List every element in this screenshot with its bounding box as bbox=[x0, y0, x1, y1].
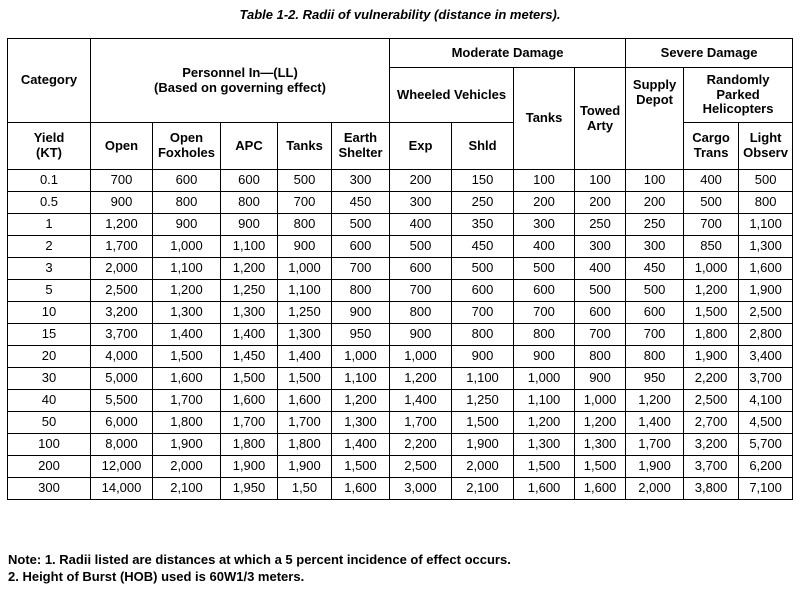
table-cell: 300 bbox=[626, 236, 684, 258]
table-cell: 800 bbox=[514, 324, 575, 346]
table-cell: 800 bbox=[278, 214, 332, 236]
table-cell: 1,900 bbox=[221, 456, 278, 478]
table-cell: 1,200 bbox=[575, 412, 626, 434]
open-header: Open bbox=[91, 123, 153, 170]
table-cell: 3,700 bbox=[684, 456, 739, 478]
table-row bbox=[8, 258, 793, 280]
table-cell: 1,500 bbox=[575, 456, 626, 478]
table-cell: 3,400 bbox=[739, 346, 793, 368]
table-cell: 600 bbox=[452, 280, 514, 302]
table-cell: 1,000 bbox=[514, 368, 575, 390]
table-cell: 1,900 bbox=[452, 434, 514, 456]
table-cell: 1,100 bbox=[153, 258, 221, 280]
table-row bbox=[8, 192, 793, 214]
table-cell: 600 bbox=[390, 258, 452, 280]
table-cell: 8,000 bbox=[91, 434, 153, 456]
table-cell: 3,200 bbox=[684, 434, 739, 456]
exp-header: Exp bbox=[390, 123, 452, 170]
table-cell: 1,000 bbox=[684, 258, 739, 280]
table-cell: 300 bbox=[332, 170, 390, 192]
table-cell: 2,500 bbox=[91, 280, 153, 302]
table-cell: 700 bbox=[626, 324, 684, 346]
table-cell: 800 bbox=[739, 192, 793, 214]
table-cell: 800 bbox=[452, 324, 514, 346]
cargo-trans-header: Cargo Trans bbox=[684, 123, 739, 170]
table-cell: 450 bbox=[452, 236, 514, 258]
table-cell: 300 bbox=[514, 214, 575, 236]
table-cell: 1,400 bbox=[332, 434, 390, 456]
table-cell: 1,500 bbox=[278, 368, 332, 390]
table-cell: 1,900 bbox=[278, 456, 332, 478]
yield-cell: 100 bbox=[8, 434, 91, 456]
table-row bbox=[8, 324, 793, 346]
yield-header: Yield (KT) bbox=[8, 123, 91, 170]
yield-cell: 300 bbox=[8, 478, 91, 500]
table-cell: 1,800 bbox=[153, 412, 221, 434]
table-cell: 1,450 bbox=[221, 346, 278, 368]
table-row bbox=[8, 302, 793, 324]
table-cell: 7,100 bbox=[739, 478, 793, 500]
table-cell: 1,700 bbox=[153, 390, 221, 412]
table-cell: 1,100 bbox=[221, 236, 278, 258]
table-cell: 1,300 bbox=[739, 236, 793, 258]
table-cell: 1,900 bbox=[739, 280, 793, 302]
table-cell: 600 bbox=[575, 302, 626, 324]
table-cell: 500 bbox=[739, 170, 793, 192]
table-cell: 1,100 bbox=[452, 368, 514, 390]
table-cell: 900 bbox=[452, 346, 514, 368]
table-cell: 900 bbox=[153, 214, 221, 236]
table-row bbox=[8, 456, 793, 478]
table-cell: 400 bbox=[575, 258, 626, 280]
tanks-personnel-header: Tanks bbox=[278, 123, 332, 170]
table-cell: 1,400 bbox=[390, 390, 452, 412]
table-row bbox=[8, 214, 793, 236]
table-cell: 3,800 bbox=[684, 478, 739, 500]
table-cell: 400 bbox=[684, 170, 739, 192]
table-cell: 500 bbox=[332, 214, 390, 236]
table-cell: 3,200 bbox=[91, 302, 153, 324]
table-cell: 1,500 bbox=[514, 456, 575, 478]
table-cell: 1,400 bbox=[278, 346, 332, 368]
table-cell: 1,600 bbox=[575, 478, 626, 500]
table-cell: 1,200 bbox=[514, 412, 575, 434]
table-cell: 500 bbox=[514, 258, 575, 280]
table-cell: 5,000 bbox=[91, 368, 153, 390]
table-row bbox=[8, 478, 793, 500]
table-cell: 700 bbox=[332, 258, 390, 280]
yield-cell: 200 bbox=[8, 456, 91, 478]
table-cell: 1,250 bbox=[452, 390, 514, 412]
table-cell: 1,500 bbox=[452, 412, 514, 434]
table-cell: 600 bbox=[332, 236, 390, 258]
table-cell: 600 bbox=[626, 302, 684, 324]
table-cell: 500 bbox=[575, 280, 626, 302]
table-cell: 400 bbox=[390, 214, 452, 236]
yield-cell: 0.1 bbox=[8, 170, 91, 192]
table-cell: 900 bbox=[514, 346, 575, 368]
table-cell: 900 bbox=[390, 324, 452, 346]
table-cell: 1,200 bbox=[221, 258, 278, 280]
table-cell: 1,800 bbox=[221, 434, 278, 456]
table-cell: 300 bbox=[575, 236, 626, 258]
table-cell: 1,000 bbox=[390, 346, 452, 368]
table-row bbox=[8, 390, 793, 412]
table-cell: 600 bbox=[153, 170, 221, 192]
table-cell: 1,250 bbox=[278, 302, 332, 324]
table-cell: 1,200 bbox=[626, 390, 684, 412]
table-cell: 900 bbox=[221, 214, 278, 236]
table-cell: 4,100 bbox=[739, 390, 793, 412]
towed-arty-header: Towed Arty bbox=[575, 68, 626, 170]
supply-depot-header: Supply Depot bbox=[626, 68, 684, 170]
table-cell: 900 bbox=[575, 368, 626, 390]
table-cell: 450 bbox=[626, 258, 684, 280]
table-cell: 3,700 bbox=[739, 368, 793, 390]
table-cell: 2,200 bbox=[684, 368, 739, 390]
table-cell: 900 bbox=[278, 236, 332, 258]
table-cell: 1,400 bbox=[626, 412, 684, 434]
apc-header: APC bbox=[221, 123, 278, 170]
yield-cell: 0.5 bbox=[8, 192, 91, 214]
table-cell: 1,700 bbox=[390, 412, 452, 434]
table-cell: 250 bbox=[452, 192, 514, 214]
table-cell: 2,800 bbox=[739, 324, 793, 346]
table-cell: 700 bbox=[514, 302, 575, 324]
table-cell: 150 bbox=[452, 170, 514, 192]
category-header: Category bbox=[8, 39, 91, 123]
table-cell: 950 bbox=[332, 324, 390, 346]
table-cell: 600 bbox=[514, 280, 575, 302]
table-cell: 1,600 bbox=[153, 368, 221, 390]
table-cell: 300 bbox=[390, 192, 452, 214]
table-cell: 800 bbox=[390, 302, 452, 324]
table-cell: 1,950 bbox=[221, 478, 278, 500]
table-cell: 700 bbox=[684, 214, 739, 236]
table-cell: 2,500 bbox=[739, 302, 793, 324]
table-cell: 2,000 bbox=[626, 478, 684, 500]
table-cell: 1,700 bbox=[278, 412, 332, 434]
yield-cell: 2 bbox=[8, 236, 91, 258]
table-cell: 1,100 bbox=[739, 214, 793, 236]
table-cell: 1,500 bbox=[153, 346, 221, 368]
table-cell: 2,200 bbox=[390, 434, 452, 456]
table-cell: 12,000 bbox=[91, 456, 153, 478]
table-cell: 400 bbox=[514, 236, 575, 258]
table-cell: 3,700 bbox=[91, 324, 153, 346]
table-cell: 950 bbox=[626, 368, 684, 390]
shld-header: Shld bbox=[452, 123, 514, 170]
table-cell: 4,500 bbox=[739, 412, 793, 434]
table-cell: 800 bbox=[575, 346, 626, 368]
table-cell: 700 bbox=[390, 280, 452, 302]
table-cell: 850 bbox=[684, 236, 739, 258]
table-cell: 1,600 bbox=[221, 390, 278, 412]
table-cell: 1,700 bbox=[221, 412, 278, 434]
table-cell: 1,900 bbox=[153, 434, 221, 456]
table-cell: 1,100 bbox=[278, 280, 332, 302]
table-cell: 5,500 bbox=[91, 390, 153, 412]
table-cell: 250 bbox=[626, 214, 684, 236]
table-cell: 1,500 bbox=[332, 456, 390, 478]
table-cell: 5,700 bbox=[739, 434, 793, 456]
table-cell: 1,000 bbox=[278, 258, 332, 280]
table-cell: 1,300 bbox=[332, 412, 390, 434]
table-row bbox=[8, 280, 793, 302]
table-cell: 1,500 bbox=[221, 368, 278, 390]
table-cell: 1,600 bbox=[332, 478, 390, 500]
table-cell: 600 bbox=[221, 170, 278, 192]
table-cell: 450 bbox=[332, 192, 390, 214]
table-row bbox=[8, 434, 793, 456]
radii-table bbox=[7, 38, 793, 500]
yield-cell: 5 bbox=[8, 280, 91, 302]
table-cell: 1,700 bbox=[91, 236, 153, 258]
table-cell: 500 bbox=[452, 258, 514, 280]
table-cell: 100 bbox=[575, 170, 626, 192]
table-cell: 2,100 bbox=[153, 478, 221, 500]
table-cell: 1,000 bbox=[332, 346, 390, 368]
yield-cell: 10 bbox=[8, 302, 91, 324]
tanks-moderate-header: Tanks bbox=[514, 68, 575, 170]
table-cell: 800 bbox=[626, 346, 684, 368]
table-cell: 6,200 bbox=[739, 456, 793, 478]
table-cell: 2,000 bbox=[452, 456, 514, 478]
table-cell: 100 bbox=[626, 170, 684, 192]
table-cell: 1,200 bbox=[390, 368, 452, 390]
table-cell: 1,100 bbox=[514, 390, 575, 412]
table-cell: 500 bbox=[626, 280, 684, 302]
note-line-2: 2. Height of Burst (HOB) used is 60W1/3 meters. bbox=[8, 569, 305, 584]
table-cell: 1,600 bbox=[278, 390, 332, 412]
table-cell: 200 bbox=[575, 192, 626, 214]
table-cell: 2,500 bbox=[684, 390, 739, 412]
table-cell: 1,900 bbox=[626, 456, 684, 478]
table-cell: 500 bbox=[684, 192, 739, 214]
table-cell: 250 bbox=[575, 214, 626, 236]
table-cell: 1,200 bbox=[91, 214, 153, 236]
table-cell: 2,500 bbox=[390, 456, 452, 478]
table-cell: 700 bbox=[452, 302, 514, 324]
table-cell: 200 bbox=[390, 170, 452, 192]
yield-cell: 3 bbox=[8, 258, 91, 280]
severe-damage-header: Severe Damage bbox=[626, 39, 793, 68]
table-cell: 2,000 bbox=[91, 258, 153, 280]
table-cell: 1,800 bbox=[684, 324, 739, 346]
yield-cell: 1 bbox=[8, 214, 91, 236]
table-cell: 1,000 bbox=[575, 390, 626, 412]
wheeled-vehicles-header: Wheeled Vehicles bbox=[390, 68, 514, 123]
table-row bbox=[8, 368, 793, 390]
table-cell: 100 bbox=[514, 170, 575, 192]
table-cell: 1,600 bbox=[739, 258, 793, 280]
table-cell: 200 bbox=[626, 192, 684, 214]
table-cell: 1,300 bbox=[514, 434, 575, 456]
personnel-header: Personnel In—(LL) (Based on governing effect) bbox=[91, 39, 390, 123]
table-cell: 1,250 bbox=[221, 280, 278, 302]
table-cell: 1,300 bbox=[153, 302, 221, 324]
table-cell: 1,700 bbox=[626, 434, 684, 456]
table-cell: 4,000 bbox=[91, 346, 153, 368]
yield-cell: 40 bbox=[8, 390, 91, 412]
yield-cell: 30 bbox=[8, 368, 91, 390]
table-cell: 2,000 bbox=[153, 456, 221, 478]
table-cell: 1,800 bbox=[278, 434, 332, 456]
note-line-1: Note: 1. Radii listed are distances at which a 5 percent incidence of effect occurs. bbox=[8, 552, 511, 567]
table-body bbox=[8, 170, 793, 500]
table-cell: 700 bbox=[278, 192, 332, 214]
table-row bbox=[8, 412, 793, 434]
table-cell: 1,000 bbox=[153, 236, 221, 258]
table-cell: 1,900 bbox=[684, 346, 739, 368]
table-row bbox=[8, 346, 793, 368]
table-cell: 800 bbox=[153, 192, 221, 214]
table-caption: Table 1-2. Radii of vulnerability (distance in meters). bbox=[239, 7, 561, 22]
table-cell: 200 bbox=[514, 192, 575, 214]
table-row bbox=[8, 236, 793, 258]
table-cell: 800 bbox=[221, 192, 278, 214]
table-cell: 1,200 bbox=[684, 280, 739, 302]
table-cell: 700 bbox=[91, 170, 153, 192]
table-cell: 6,000 bbox=[91, 412, 153, 434]
table-cell: 1,100 bbox=[332, 368, 390, 390]
table-cell: 1,300 bbox=[278, 324, 332, 346]
moderate-damage-header: Moderate Damage bbox=[390, 39, 626, 68]
table-notes bbox=[8, 551, 511, 585]
table-cell: 3,000 bbox=[390, 478, 452, 500]
table-cell: 14,000 bbox=[91, 478, 153, 500]
table-row bbox=[8, 170, 793, 192]
open-foxholes-header: Open Foxholes bbox=[153, 123, 221, 170]
table-cell: 1,400 bbox=[153, 324, 221, 346]
table-cell: 2,100 bbox=[452, 478, 514, 500]
earth-shelter-header: Earth Shelter bbox=[332, 123, 390, 170]
table-cell: 1,50 bbox=[278, 478, 332, 500]
table-cell: 800 bbox=[332, 280, 390, 302]
table-cell: 2,700 bbox=[684, 412, 739, 434]
table-cell: 900 bbox=[332, 302, 390, 324]
table-cell: 500 bbox=[390, 236, 452, 258]
table-cell: 1,400 bbox=[221, 324, 278, 346]
table-cell: 1,200 bbox=[153, 280, 221, 302]
table-cell: 1,300 bbox=[221, 302, 278, 324]
table-cell: 1,300 bbox=[575, 434, 626, 456]
table-cell: 900 bbox=[91, 192, 153, 214]
table-cell: 1,500 bbox=[684, 302, 739, 324]
table-cell: 700 bbox=[575, 324, 626, 346]
table-cell: 1,600 bbox=[514, 478, 575, 500]
yield-cell: 50 bbox=[8, 412, 91, 434]
helicopters-header: Randomly Parked Helicopters bbox=[684, 68, 793, 123]
table-cell: 1,200 bbox=[332, 390, 390, 412]
table-cell: 350 bbox=[452, 214, 514, 236]
table-cell: 500 bbox=[278, 170, 332, 192]
light-observ-header: Light Observ bbox=[739, 123, 793, 170]
yield-cell: 20 bbox=[8, 346, 91, 368]
yield-cell: 15 bbox=[8, 324, 91, 346]
